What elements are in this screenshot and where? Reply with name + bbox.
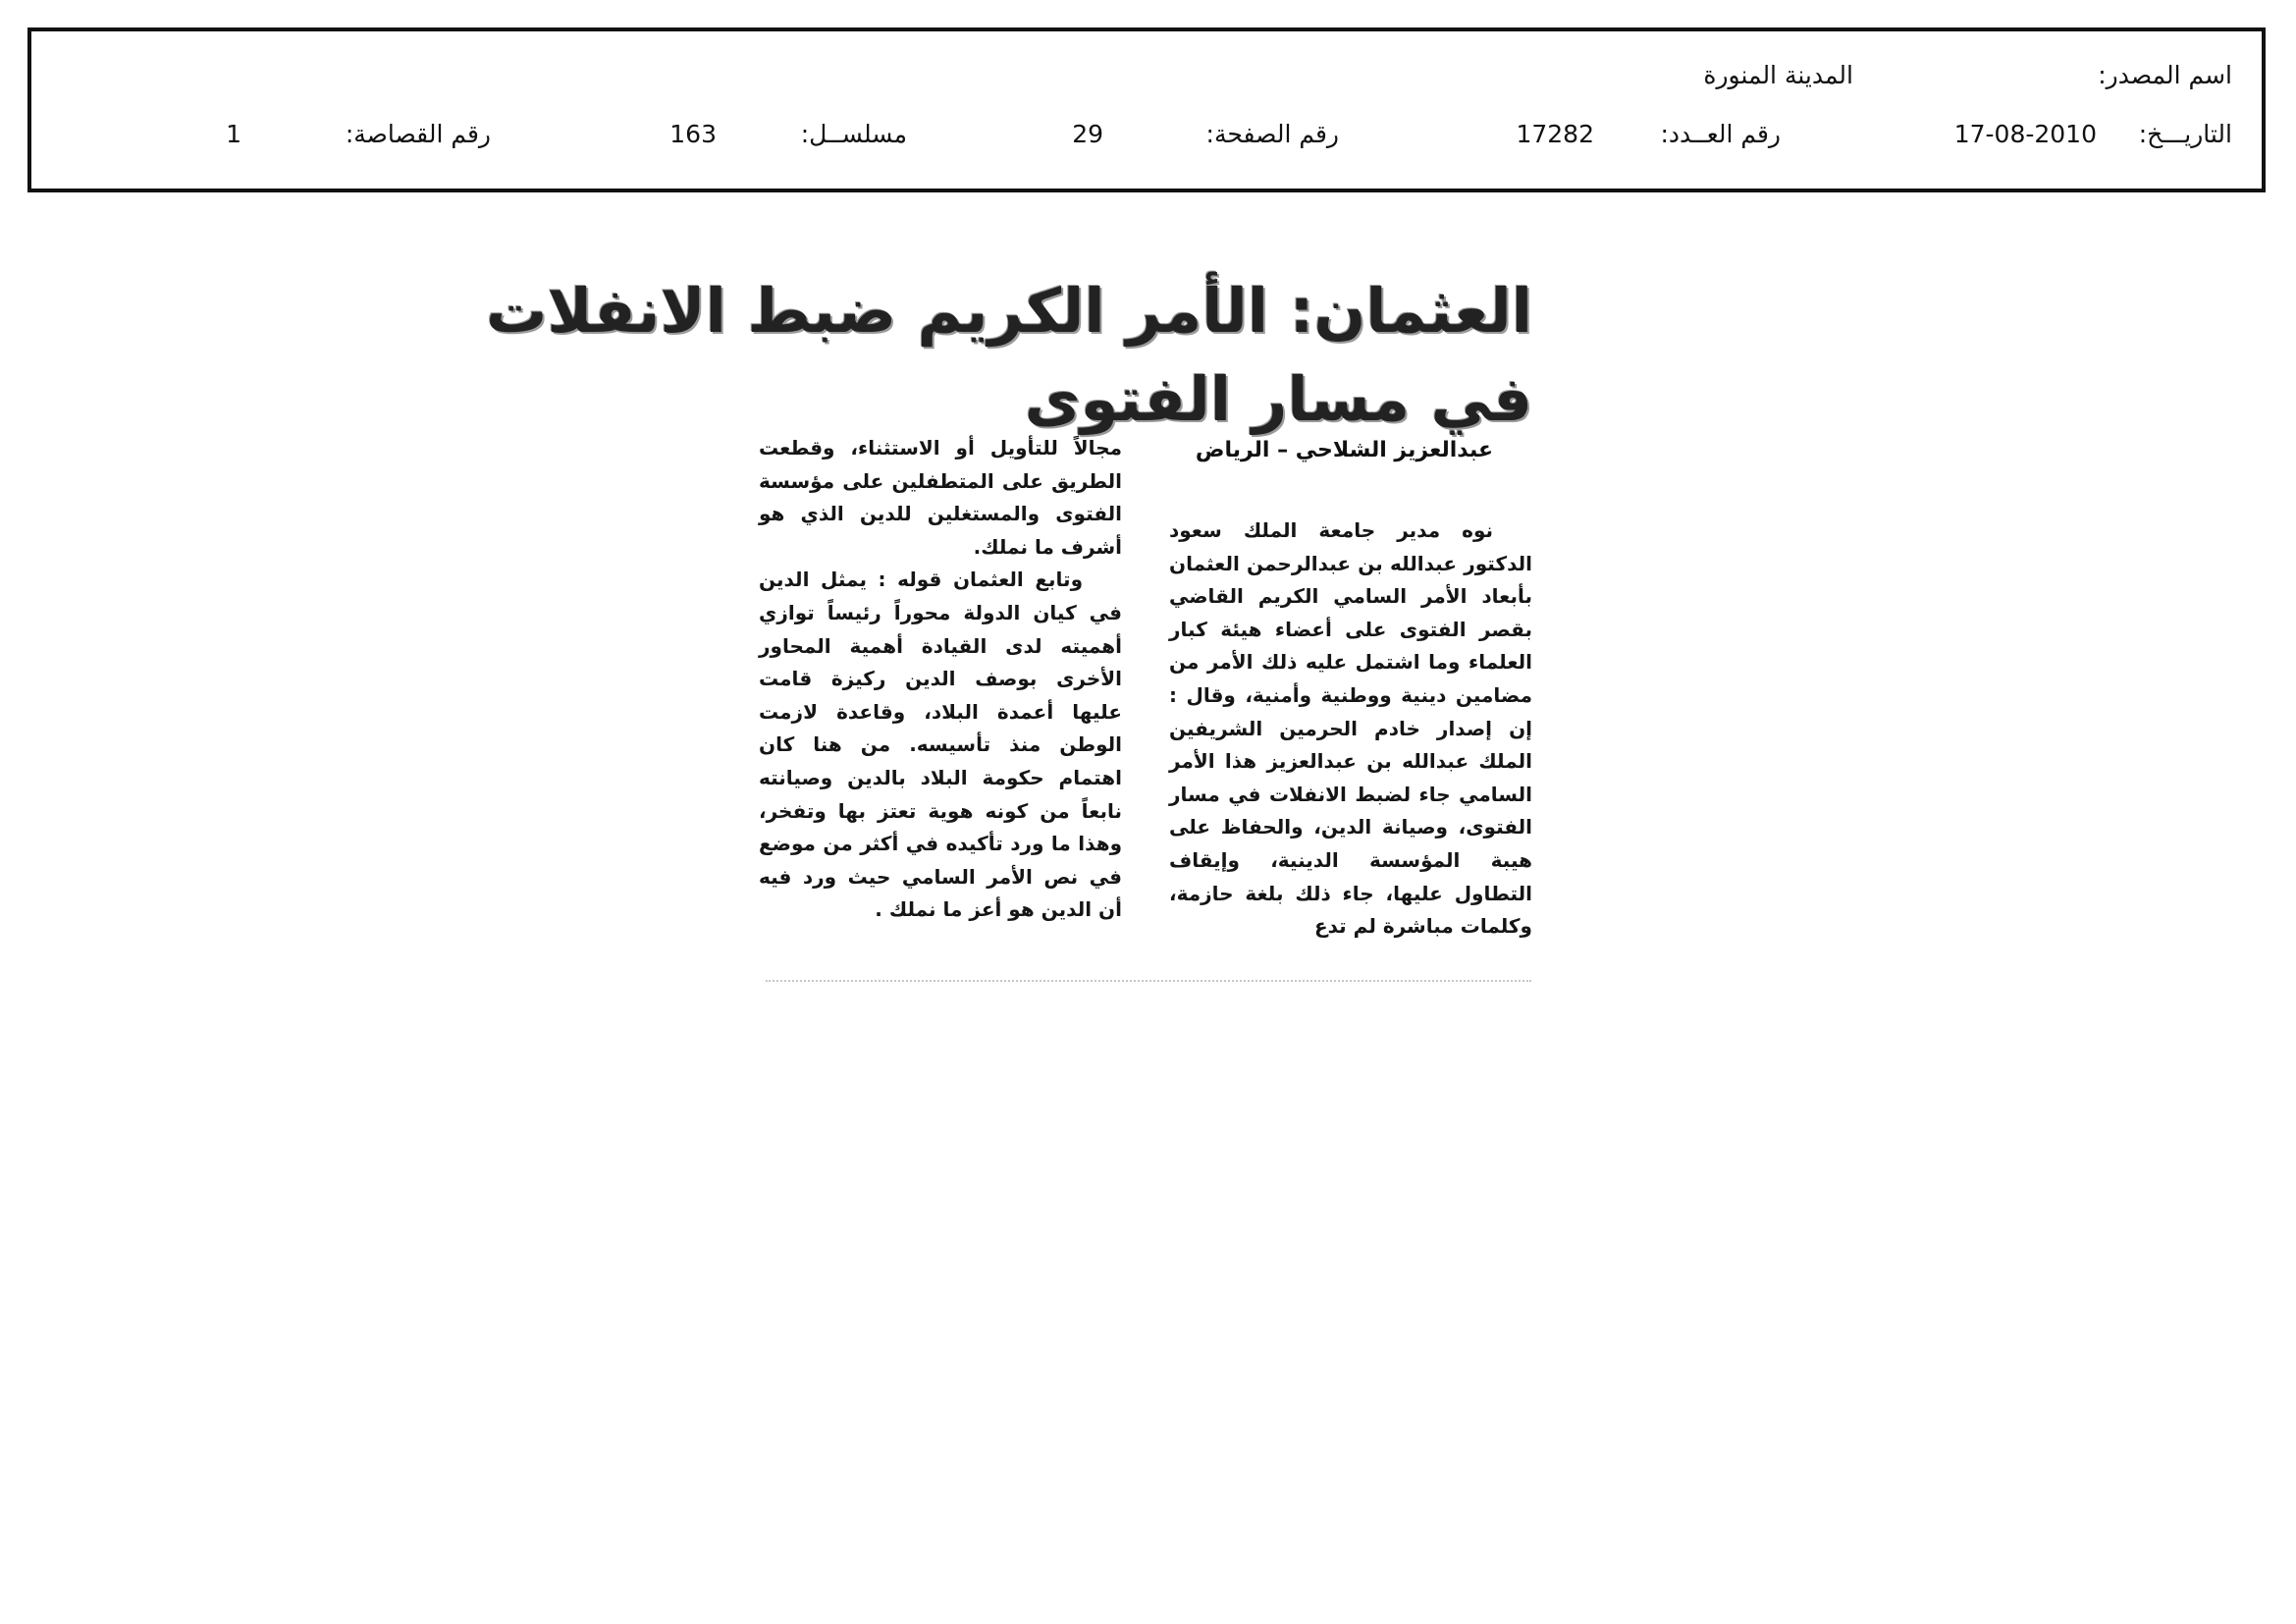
issue-label: رقم العــدد:	[1660, 120, 1781, 148]
clipping-header-box	[27, 27, 2266, 192]
clipping-label: رقم القصاصة:	[345, 120, 491, 148]
page-value: 29	[1072, 120, 1103, 148]
serial-label: مسلســل:	[800, 120, 907, 148]
article-column-right	[1169, 514, 1532, 944]
paragraph: مجالاً للتأويل أو الاستثناء، وقطعت الطريق على المتطفلين على مؤسسة الفتوى والمستغلين للدين الذي هو أشرف ما نملك.	[759, 436, 1122, 559]
clipping-value: 1	[226, 120, 241, 148]
page-label: رقم الصفحة:	[1205, 120, 1339, 148]
article-column-left	[759, 432, 1122, 927]
date-label: التاريـــخ:	[2138, 120, 2232, 148]
source-value: المدينة المنورة	[1703, 61, 1853, 89]
headline-line-1: العثمان: الأمر الكريم ضبط الانفلات	[486, 275, 1532, 347]
serial-value: 163	[669, 120, 717, 148]
headline-line-2: في مسار الفتوى	[1024, 363, 1532, 435]
article-byline: عبدالعزيز الشلاحي – الرياض	[1195, 438, 1493, 462]
date-value: 17-08-2010	[1953, 120, 2097, 148]
paragraph: وتابع العثمان قوله : يمثل الدين في كيان الدولة محوراً رئيساً توازي أهميته لدى القيادة أهمية المحاور الأخرى بوصف الدين ركيزة قامت عليها أعمدة البلاد، وقاعدة لازمت الوطن منذ تأسيسه. من هنا كان اهتمام حكومة البلاد بالدين وصيانته نابعاً من كونه هوية تعتز بها وتفخر، وهذا ما ورد تأكيده في أكثر من موضع في نص الأمر السامي حيث ورد فيه أن الدين هو أعز ما نملك .	[759, 568, 1122, 922]
issue-value: 17282	[1516, 120, 1594, 148]
article-headline	[486, 267, 1532, 444]
scan-smudge-line	[766, 980, 1531, 984]
paragraph: نوه مدير جامعة الملك سعود الدكتور عبدالله بن عبدالرحمن العثمان بأبعاد الأمر السامي الكريم القاضي بقصر الفتوى على أعضاء هيئة كبار العلماء وما اشتمل عليه ذلك الأمر من مضامين دينية ووطنية وأمنية، وقال : إن إصدار خادم الحرمين الشريفين الملك عبدالله بن عبدالعزيز هذا الأمر السامي جاء لضبط الانفلات في مسار الفتوى، وصيانة الدين، والحفاظ على هيبة المؤسسة الدينية، وإيقاف التطاول عليها، جاء ذلك بلغة حازمة، وكلمات مباشرة لم تدع	[1169, 518, 1532, 939]
source-label: اسم المصدر:	[2098, 61, 2232, 89]
